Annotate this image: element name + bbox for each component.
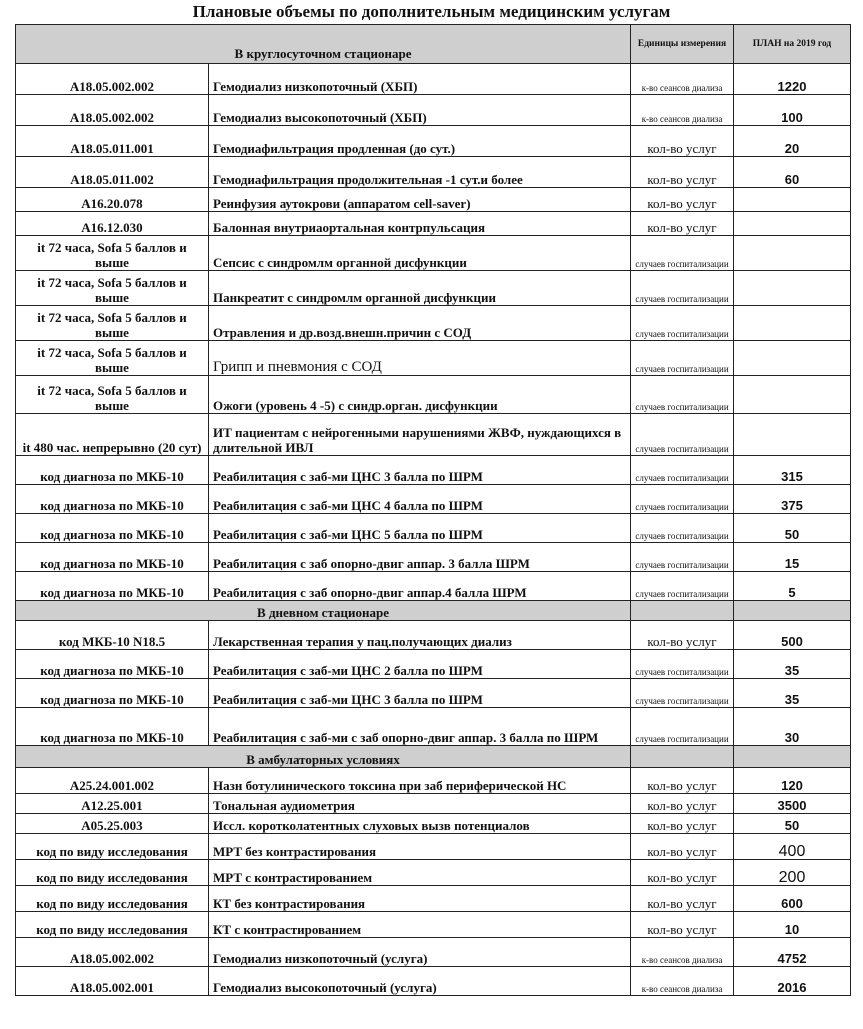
table-header-row (16, 25, 851, 64)
service-code-cell: A16.20.078 (16, 188, 209, 212)
plan-value-cell: 10 (734, 912, 851, 938)
service-code-cell: A18.05.011.001 (16, 126, 209, 157)
service-name-cell: Сепсис с синдромлм органной дисфункции (209, 236, 631, 271)
service-name-cell: Реабилитация с заб-ми ЦНС 3 балла по ШРМ (209, 679, 631, 708)
service-code-cell: код по виду исследования (16, 886, 209, 912)
table-row (16, 188, 851, 212)
service-name-cell: Реабилитация с заб-ми ЦНС 2 балла по ШРМ (209, 650, 631, 679)
table-row (16, 768, 851, 794)
plan-value-cell: 60 (734, 157, 851, 188)
plan-value-cell: 3500 (734, 794, 851, 814)
section-title: В дневном стационаре (16, 601, 631, 621)
unit-cell: случаев госпитализации (631, 236, 734, 271)
plan-value-cell: 5 (734, 572, 851, 601)
table-row (16, 814, 851, 834)
table-row (16, 271, 851, 306)
unit-cell: кол-во услуг (631, 860, 734, 886)
unit-cell: случаев госпитализации (631, 414, 734, 456)
service-name-cell: Иссл. коротколатентных слуховых вызв потенциалов (209, 814, 631, 834)
unit-cell: случаев госпитализации (631, 456, 734, 485)
unit-cell: случаев госпитализации (631, 543, 734, 572)
unit-cell: случаев госпитализации (631, 306, 734, 341)
table-row (16, 834, 851, 860)
section-unit-blank (631, 746, 734, 768)
service-code-cell: A18.05.002.001 (16, 967, 209, 996)
plan-value-cell: 600 (734, 886, 851, 912)
plan-value-cell (734, 212, 851, 236)
unit-cell: кол-во услуг (631, 157, 734, 188)
service-code-cell: код диагноза по МКБ-10 (16, 456, 209, 485)
service-name-cell: Реабилитация с заб опорно-двиг аппар. 3 балла ШРМ (209, 543, 631, 572)
service-code-cell: it 72 часа, Sofa 5 баллов и выше (16, 341, 209, 376)
service-code-cell: код диагноза по МКБ-10 (16, 650, 209, 679)
plan-value-cell: 400 (734, 834, 851, 860)
plan-column-header: ПЛАН на 2019 год (734, 25, 851, 64)
plan-value-cell: 35 (734, 650, 851, 679)
service-name-cell: Тональная аудиометрия (209, 794, 631, 814)
unit-cell: к-во сеансов диализа (631, 95, 734, 126)
service-code-cell: A16.12.030 (16, 212, 209, 236)
plan-value-cell: 4752 (734, 938, 851, 967)
section-title-inpatient: В круглосуточном стационаре (16, 25, 631, 64)
service-code-cell: код диагноза по МКБ-10 (16, 514, 209, 543)
unit-cell: кол-во услуг (631, 188, 734, 212)
plan-value-cell (734, 236, 851, 271)
table-row (16, 341, 851, 376)
service-code-cell: код МКБ-10 N18.5 (16, 621, 209, 650)
table-row (16, 912, 851, 938)
unit-cell: случаев госпитализации (631, 514, 734, 543)
table-row (16, 708, 851, 746)
service-name-cell: Реабилитация с заб-ми ЦНС 5 балла по ШРМ (209, 514, 631, 543)
plan-value-cell: 120 (734, 768, 851, 794)
plan-value-cell: 2016 (734, 967, 851, 996)
unit-cell: кол-во услуг (631, 621, 734, 650)
section-header-row (16, 601, 851, 621)
service-code-cell: код по виду исследования (16, 912, 209, 938)
unit-cell: кол-во услуг (631, 126, 734, 157)
plan-value-cell: 20 (734, 126, 851, 157)
service-name-cell: Гемодиализ высокопоточный (ХБП) (209, 95, 631, 126)
unit-cell: случаев госпитализации (631, 708, 734, 746)
section-unit-blank (631, 601, 734, 621)
table-row (16, 860, 851, 886)
plan-value-cell: 15 (734, 543, 851, 572)
unit-cell: кол-во услуг (631, 912, 734, 938)
unit-cell: к-во сеансов диализа (631, 938, 734, 967)
plan-value-cell (734, 188, 851, 212)
service-name-cell: Реабилитация с заб-ми с заб опорно-двиг аппар. 3 балла по ШРМ (209, 708, 631, 746)
plan-value-cell: 35 (734, 679, 851, 708)
table-row (16, 236, 851, 271)
plan-value-cell (734, 271, 851, 306)
section-title: В амбулаторных условиях (16, 746, 631, 768)
table-row (16, 126, 851, 157)
service-code-cell: код диагноза по МКБ-10 (16, 485, 209, 514)
service-code-cell: код диагноза по МКБ-10 (16, 708, 209, 746)
service-name-cell: Реабилитация с заб опорно-двиг аппар.4 балла ШРМ (209, 572, 631, 601)
service-name-cell: МРТ с контрастированием (209, 860, 631, 886)
plan-value-cell (734, 376, 851, 414)
service-code-cell: it 72 часа, Sofa 5 баллов и выше (16, 376, 209, 414)
unit-cell: кол-во услуг (631, 768, 734, 794)
service-code-cell: it 72 часа, Sofa 5 баллов и выше (16, 271, 209, 306)
unit-cell: случаев госпитализации (631, 376, 734, 414)
service-code-cell: код диагноза по МКБ-10 (16, 572, 209, 601)
plan-value-cell: 1220 (734, 64, 851, 95)
table-row (16, 95, 851, 126)
table-row (16, 650, 851, 679)
table-row (16, 376, 851, 414)
service-name-cell: Гемодиафильтрация продолжительная -1 сут.и более (209, 157, 631, 188)
unit-cell: кол-во услуг (631, 886, 734, 912)
service-name-cell: Гемодиализ высокопоточный (услуга) (209, 967, 631, 996)
unit-cell: случаев госпитализации (631, 485, 734, 514)
service-name-cell: Реабилитация с заб-ми ЦНС 4 балла по ШРМ (209, 485, 631, 514)
table-row (16, 485, 851, 514)
section-plan-blank (734, 746, 851, 768)
table-row (16, 157, 851, 188)
service-code-cell: A18.05.002.002 (16, 938, 209, 967)
service-code-cell: it 72 часа, Sofa 5 баллов и выше (16, 306, 209, 341)
service-name-cell: МРТ без контрастирования (209, 834, 631, 860)
service-code-cell: A18.05.002.002 (16, 64, 209, 95)
service-name-cell: Гемодиафильтрация продленная (до сут.) (209, 126, 631, 157)
unit-cell: кол-во услуг (631, 794, 734, 814)
service-name-cell: Панкреатит с синдромлм органной дисфункции (209, 271, 631, 306)
service-name-cell: Балонная внутриаортальная контрпульсация (209, 212, 631, 236)
unit-cell: случаев госпитализации (631, 341, 734, 376)
table-row (16, 306, 851, 341)
plan-value-cell: 30 (734, 708, 851, 746)
table-row (16, 64, 851, 95)
service-code-cell: A12.25.001 (16, 794, 209, 814)
table-row (16, 679, 851, 708)
unit-column-header: Единицы измерения (631, 25, 734, 64)
table-row (16, 456, 851, 485)
service-name-cell: Лекарственная терапия у пац.получающих диализ (209, 621, 631, 650)
service-name-cell: КТ без контрастирования (209, 886, 631, 912)
unit-cell: к-во сеансов диализа (631, 967, 734, 996)
service-code-cell: it 480 час. непрерывно (20 сут) (16, 414, 209, 456)
service-name-cell: КТ с контрастированием (209, 912, 631, 938)
plan-value-cell: 50 (734, 514, 851, 543)
plan-value-cell (734, 414, 851, 456)
unit-cell: кол-во услуг (631, 834, 734, 860)
section-header-row (16, 746, 851, 768)
plan-value-cell: 375 (734, 485, 851, 514)
service-code-cell: A18.05.011.002 (16, 157, 209, 188)
plan-value-cell: 500 (734, 621, 851, 650)
table-row (16, 514, 851, 543)
table-row (16, 212, 851, 236)
unit-cell: случаев госпитализации (631, 271, 734, 306)
table-row (16, 543, 851, 572)
unit-cell: кол-во услуг (631, 212, 734, 236)
service-code-cell: код диагноза по МКБ-10 (16, 679, 209, 708)
table-row (16, 621, 851, 650)
service-name-cell: Назн ботулинического токсина при заб периферической НС (209, 768, 631, 794)
service-name-cell: Гемодиализ низкопоточный (услуга) (209, 938, 631, 967)
service-name-cell: Реинфузия аутокрови (аппаратом cell-saver) (209, 188, 631, 212)
unit-cell: кол-во услуг (631, 814, 734, 834)
plan-value-cell (734, 341, 851, 376)
table-row (16, 886, 851, 912)
plan-value-cell: 315 (734, 456, 851, 485)
service-code-cell: it 72 часа, Sofa 5 баллов и выше (16, 236, 209, 271)
unit-cell: случаев госпитализации (631, 650, 734, 679)
service-name-cell: Гемодиализ низкопоточный (ХБП) (209, 64, 631, 95)
plan-value-cell: 200 (734, 860, 851, 886)
service-name-cell: ИТ пациентам с нейрогенными нарушениями ЖВФ, нуждающихся в длительной ИВЛ (209, 414, 631, 456)
service-name-cell: Отравления и др.возд.внешн.причин с СОД (209, 306, 631, 341)
table-row (16, 414, 851, 456)
service-code-cell: код диагноза по МКБ-10 (16, 543, 209, 572)
unit-cell: к-во сеансов диализа (631, 64, 734, 95)
section-plan-blank (734, 601, 851, 621)
table-row (16, 967, 851, 996)
service-code-cell: A25.24.001.002 (16, 768, 209, 794)
table-row (16, 938, 851, 967)
service-code-cell: A05.25.003 (16, 814, 209, 834)
unit-cell: случаев госпитализации (631, 572, 734, 601)
unit-cell: случаев госпитализации (631, 679, 734, 708)
service-name-cell: Грипп и пневмония с СОД (209, 341, 631, 376)
document-title: Плановые объемы по дополнительным медицинским услугам (192, 2, 671, 21)
plan-value-cell: 50 (734, 814, 851, 834)
table-row (16, 794, 851, 814)
service-code-cell: код по виду исследования (16, 834, 209, 860)
plan-value-cell: 100 (734, 95, 851, 126)
plan-value-cell (734, 306, 851, 341)
service-name-cell: Реабилитация с заб-ми ЦНС 3 балла по ШРМ (209, 456, 631, 485)
service-code-cell: код по виду исследования (16, 860, 209, 886)
service-code-cell: A18.05.002.002 (16, 95, 209, 126)
service-name-cell: Ожоги (уровень 4 -5) с синдр.орган. дисфункции (209, 376, 631, 414)
table-row (16, 572, 851, 601)
plan-table (15, 24, 851, 996)
